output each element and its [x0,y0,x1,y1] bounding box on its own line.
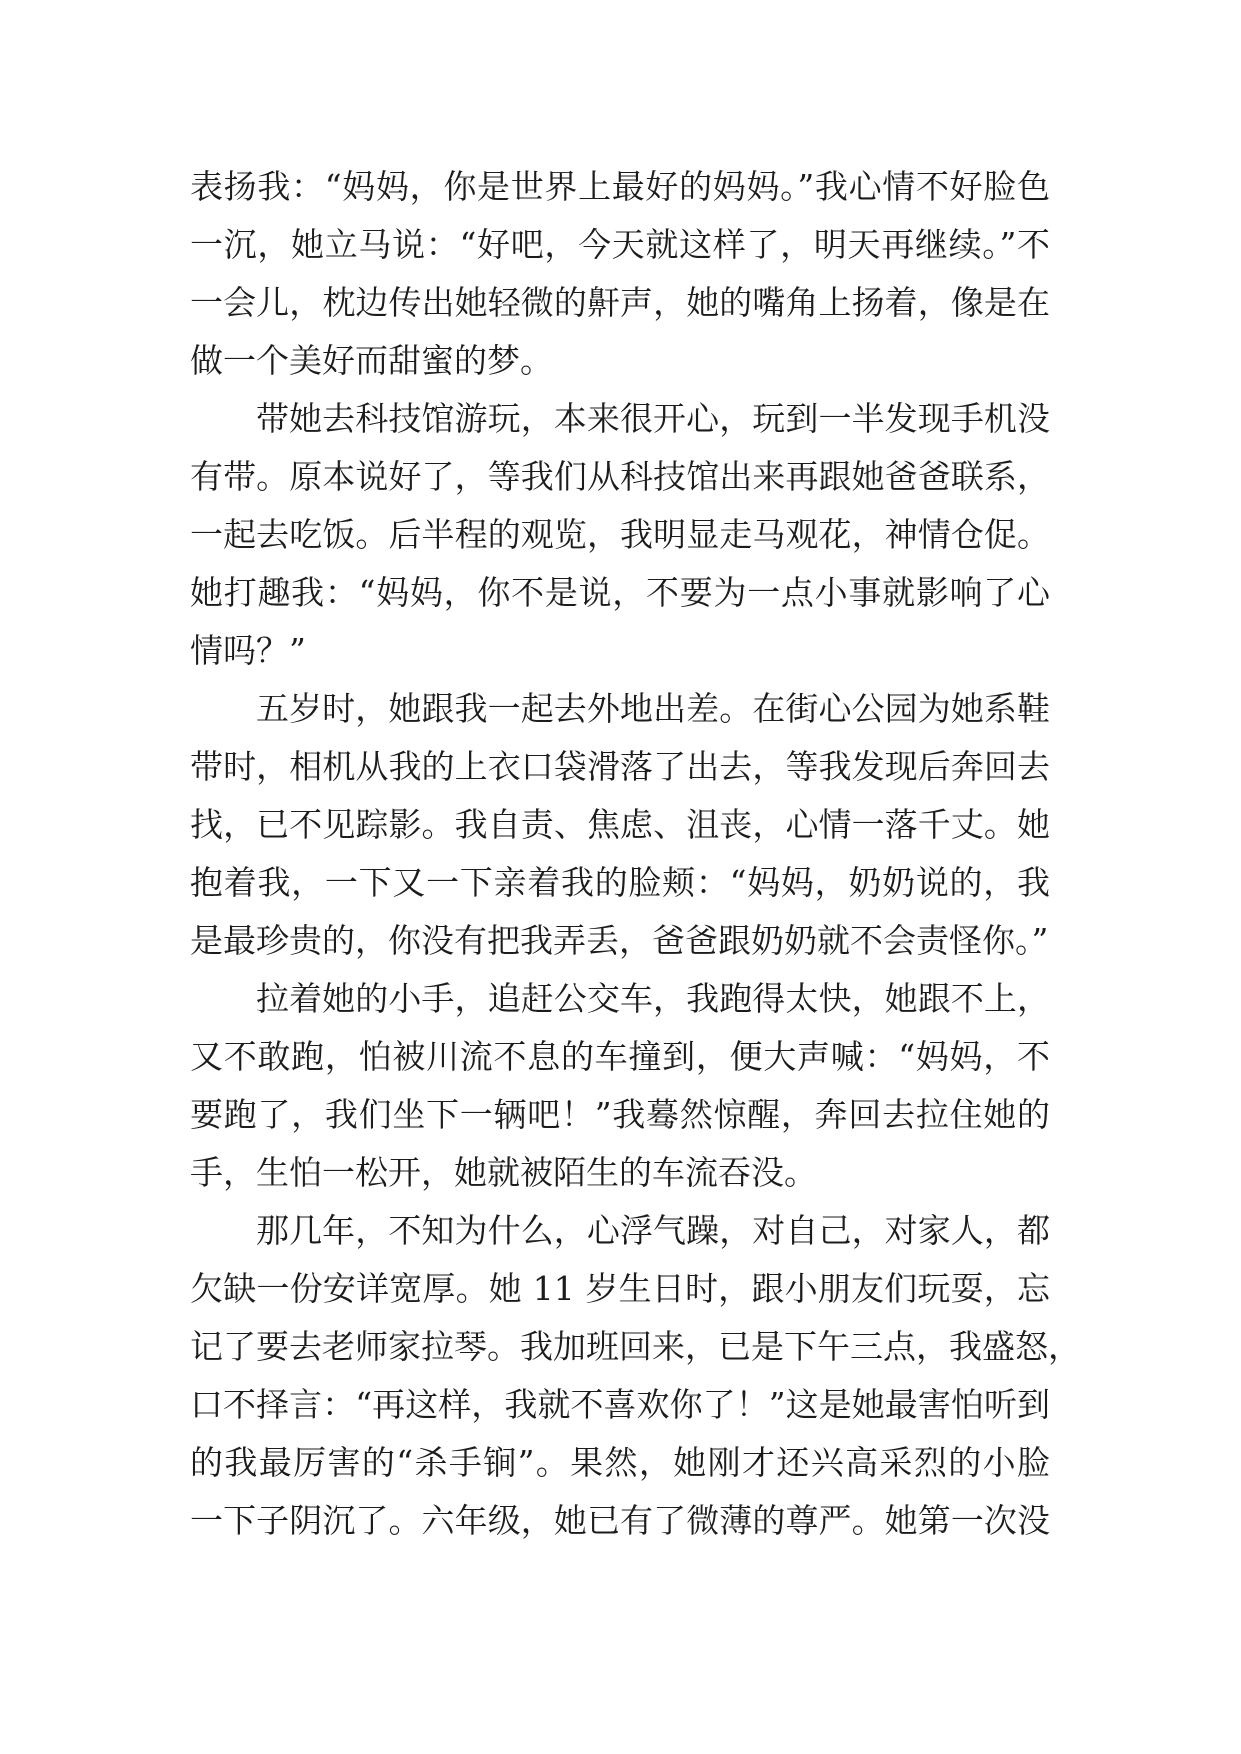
text-line: 一会儿，枕边传出她轻微的鼾声，她的嘴角上扬着，像是在 [190,283,1050,322]
text-line: 又不敢跑，怕被川流不息的车撞到，便大声喊：“妈妈，不 [190,1037,1050,1076]
text-line: 是最珍贵的，你没有把我弄丢，爸爸跟奶奶就不会责怪你。” [190,921,1049,960]
text-line: 那几年，不知为什么，心浮气躁，对自己，对家人，都 [256,1211,1050,1250]
text-line: 表扬我：“妈妈，你是世界上最好的妈妈。”我心情不好脸色 [190,167,1050,206]
text-line: 找，已不见踪影。我自责、焦虑、沮丧，心情一落千丈。她 [190,805,1050,844]
text-line: 她打趣我：“妈妈，你不是说，不要为一点小事就影响了心 [190,573,1050,612]
text-line: 情吗？” [190,631,306,670]
text-line: 欠缺一份安详宽厚。她 11 岁生日时，跟小朋友们玩耍，忘 [190,1269,1050,1308]
text-line: 一下子阴沉了。六年级，她已有了微薄的尊严。她第一次没 [190,1501,1050,1540]
text-line: 的我最厉害的“杀手锏”。果然，她刚才还兴高采烈的小脸 [190,1443,1050,1482]
text-line: 带她去科技馆游玩，本来很开心，玩到一半发现手机没 [256,399,1050,438]
text-line: 记了要去老师家拉琴。我加班回来，已是下午三点，我盛怒， [190,1327,1081,1366]
text-line: 抱着我，一下又一下亲着我的脸颊：“妈妈，奶奶说的，我 [190,863,1050,902]
body-text [190,158,1081,1550]
text-line: 手，生怕一松开，她就被陌生的车流吞没。 [190,1153,817,1192]
text-line: 带时，相机从我的上衣口袋滑落了出去，等我发现后奔回去 [190,747,1050,786]
text-line: 口不择言：“再这样，我就不喜欢你了！”这是她最害怕听到 [190,1385,1050,1424]
text-line: 有带。原本说好了，等我们从科技馆出来再跟她爸爸联系， [190,457,1050,496]
text-line: 拉着她的小手，追赶公交车，我跑得太快，她跟不上， [256,979,1050,1018]
text-line: 一沉，她立马说：“好吧，今天就这样了，明天再继续。”不 [190,225,1050,264]
text-line: 要跑了，我们坐下一辆吧！”我蓦然惊醒，奔回去拉住她的 [190,1095,1050,1134]
text-line: 五岁时，她跟我一起去外地出差。在街心公园为她系鞋 [256,689,1050,728]
text-line: 一起去吃饭。后半程的观览，我明显走马观花，神情仓促。 [190,515,1050,554]
text-line: 做一个美好而甜蜜的梦。 [190,341,553,380]
